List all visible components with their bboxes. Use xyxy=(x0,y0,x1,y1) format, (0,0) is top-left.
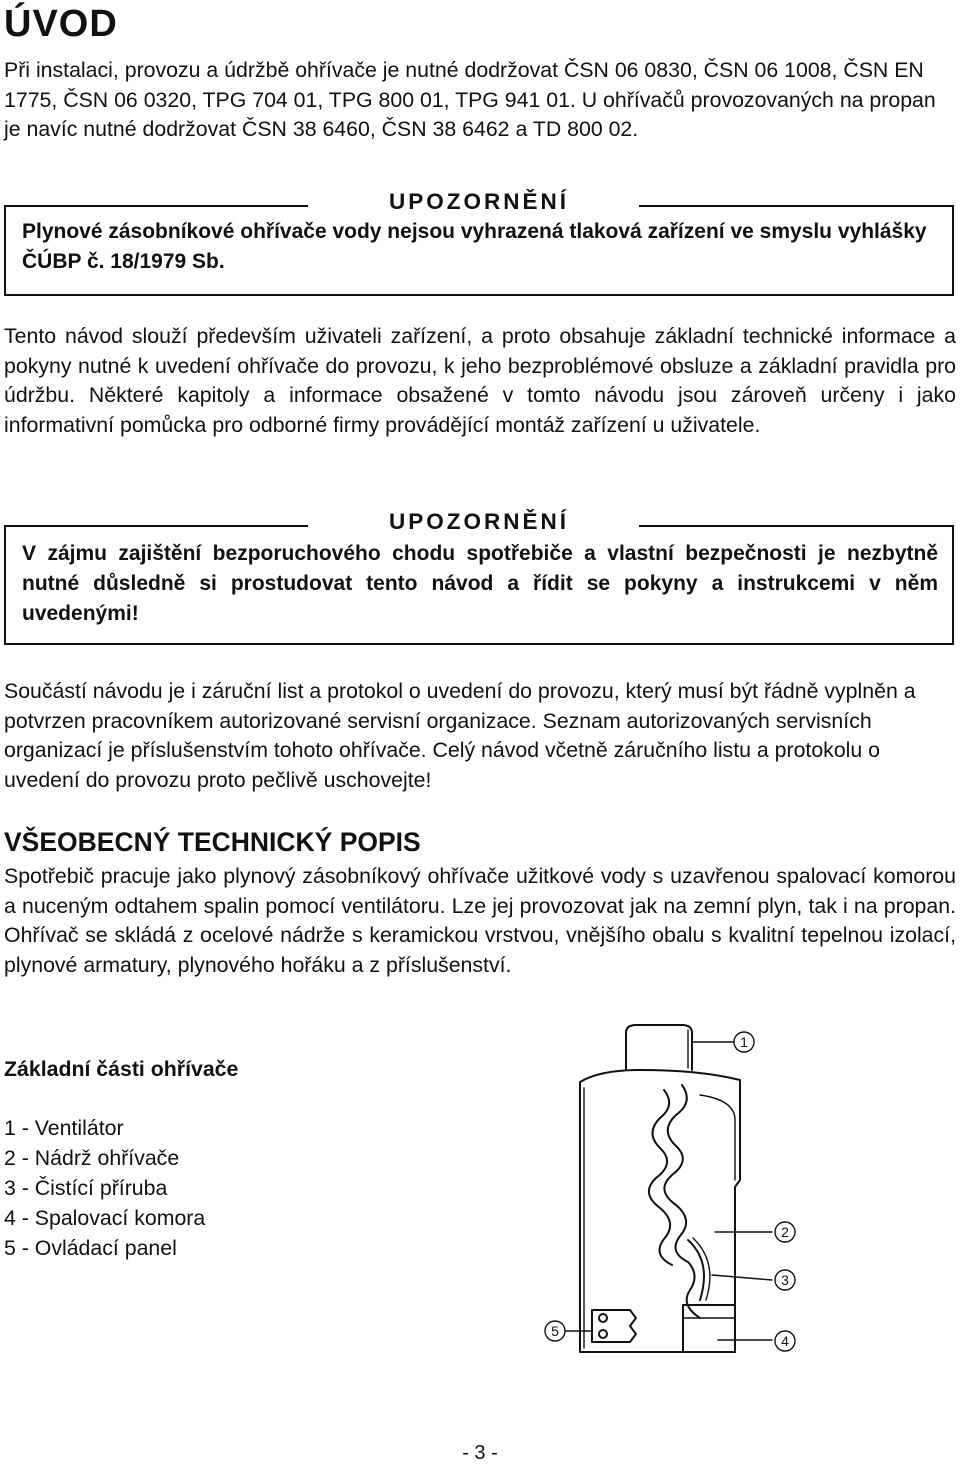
list-item: 1 - Ventilátor xyxy=(4,1116,124,1140)
fan-housing xyxy=(626,1025,692,1070)
warning-text: V zájmu zajištění bezporuchového chodu spotřebiče a vlastní bezpečnosti je nezbytně nutné důsledně si prostudovat tento návod a řídit se pokyny a instrukcemi v něm uvedenými! xyxy=(22,542,938,625)
warning-title: UPOZORNĚNÍ xyxy=(388,189,569,214)
warning-box-1 xyxy=(4,189,954,296)
list-item: 2 - Nádrž ohřívače xyxy=(4,1146,180,1170)
list-item: 3 - Čistící příruba xyxy=(4,1176,168,1200)
intro-paragraph: Při instalaci, provozu a údržbě ohřívače je nutné dodržovat ČSN 06 0830, ČSN 06 1008, ČSN EN 1775, ČSN 06 0320, TPG 704 01, TPG 800 01, TPG 941 01. U ohřívačů provozovaných na propan je navíc nutné dodržovat ČSN 38 6460, ČSN 38 6462 a TD 800 02. xyxy=(4,58,936,141)
cutaway-edge xyxy=(664,1085,700,1318)
warranty-paragraph: Součástí návodu je i záruční list a protokol o uvedení do provozu, který musí být řádně vyplněn a potvrzen pracovníkem autorizované servisní organizace. Seznam autorizovaných servisních organizací je příslušenstvím tohoto ohřívače. Celý návod včetně záručního listu a protokolu o uvedení do provozu proto pečlivě uschovejte! xyxy=(4,679,916,792)
callout-label: 2 xyxy=(781,1224,789,1240)
usage-paragraph: Tento návod slouží především uživateli zařízení, a proto obsahuje základní technické informace a pokyny nutné k uvedení ohřívače do provozu, k jeho bezproblémové obsluze a základní pravidla pro údržbu. Některé kapitoly a informace obsažené v tomto návodu jsou zároveň určeny i jako informativní pomůcka pro odborné firmy provádějící montáž zařízení u uživatele. xyxy=(4,324,956,437)
control-panel xyxy=(592,1310,636,1342)
parts-list xyxy=(4,1113,205,1263)
list-item: 5 - Ovládací panel xyxy=(4,1236,177,1260)
water-heater-diagram xyxy=(520,1020,810,1370)
callout-label: 1 xyxy=(740,1034,748,1050)
callout-label: 4 xyxy=(781,1333,789,1349)
callout-label: 3 xyxy=(781,1272,789,1288)
technical-paragraph: Spotřebič pracuje jako plynový zásobníkový ohřívače užitkové vody s uzavřenou spalovací komorou a nuceným odtahem spalin pomocí ventilátoru. Lze jej provozovat jak na zemní plyn, tak i na propan. Ohřívač se skládá z ocelové nádrže s keramickou vrstvou, vnějšího obalu s kvalitní tepelnou izolací, plynové armatury, plynového hořáku a z příslušenství. xyxy=(4,864,956,977)
callout-label: 5 xyxy=(551,1323,559,1339)
page-number: - 3 - xyxy=(462,1442,498,1464)
warning-title: UPOZORNĚNÍ xyxy=(388,509,569,534)
warning-box-2 xyxy=(4,509,954,645)
combustion-chamber xyxy=(683,1305,735,1352)
heading-technical-description: VŠEOBECNÝ TECHNICKÝ POPIS xyxy=(4,827,421,857)
parts-heading: Základní části ohřívače xyxy=(4,1057,239,1081)
heading-uvod: ÚVOD xyxy=(4,3,118,45)
list-item: 4 - Spalovací komora xyxy=(4,1206,206,1230)
warning-text: Plynové zásobníkové ohřívače vody nejsou vyhrazená tlaková zařízení ve smyslu vyhlášky ČÚBP č. 18/1979 Sb. xyxy=(22,220,927,273)
